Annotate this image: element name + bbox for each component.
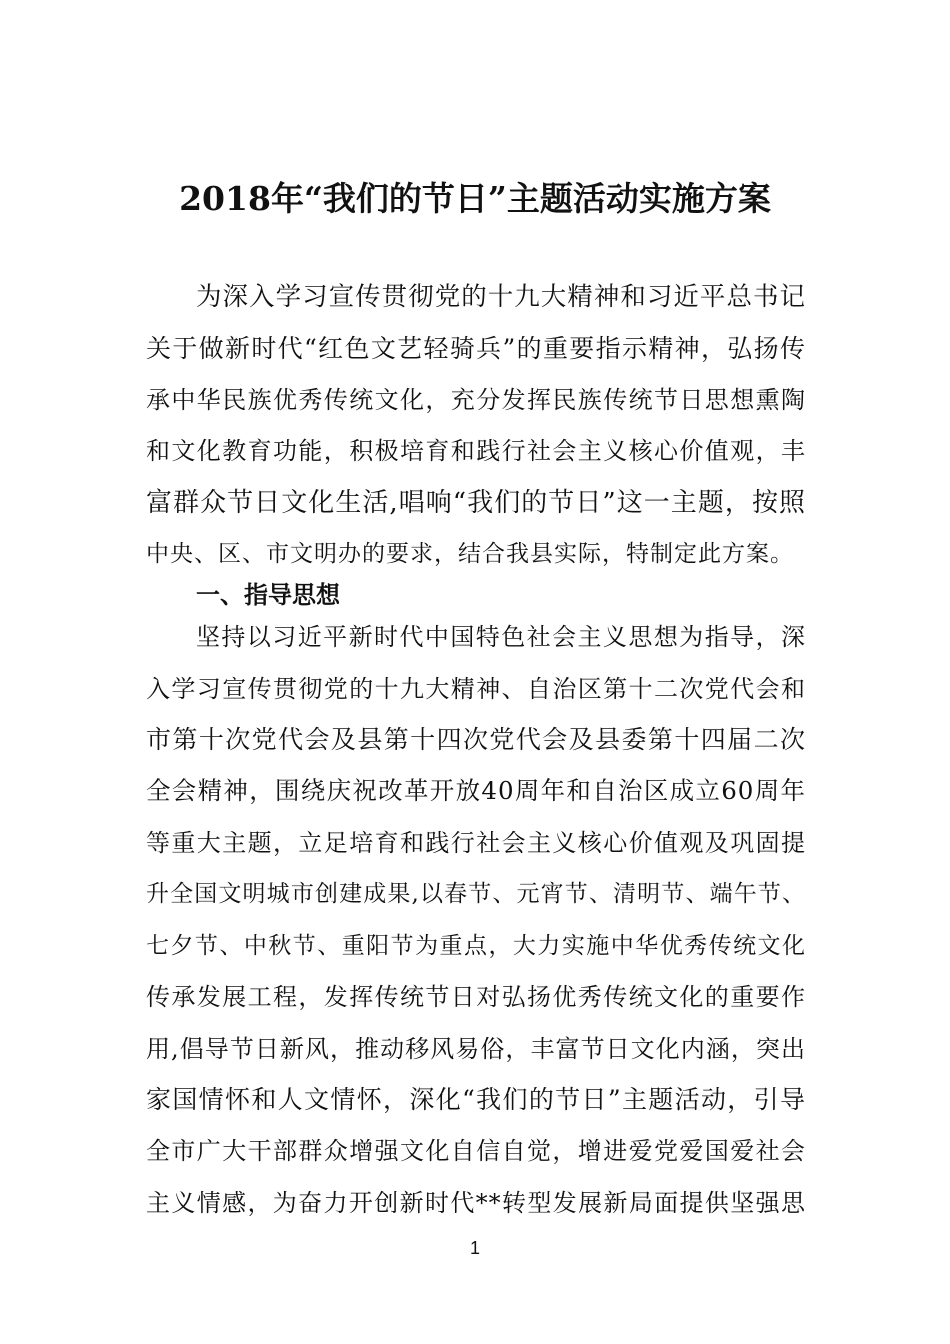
body-line: 坚持以习近平新时代中国特色社会主义思想为指导，深: [196, 623, 806, 651]
intro-line: 富群众节日文化生活,唱响“我们的节日”这一主题，按照: [146, 488, 806, 518]
body-line: 入学习宣传贯彻党的十九大精神、自治区第十二次党代会和: [146, 675, 806, 703]
intro-line: 关于做新时代“红色文艺轻骑兵”的重要指示精神，弘扬传: [146, 334, 806, 363]
section-heading: 一、指导思想: [196, 581, 340, 609]
intro-line: 承中华民族优秀传统文化，充分发挥民族传统节日思想熏陶: [146, 386, 806, 414]
body-line: 用,倡导节日新风，推动移风易俗，丰富节日文化内涵，突出: [146, 1035, 806, 1063]
body-line: 七夕节、中秋节、重阳节为重点，大力实施中华优秀传统文化: [146, 933, 806, 959]
body-line: 等重大主题，立足培育和践行社会主义核心价值观及巩固提: [146, 829, 806, 857]
page-number: 1: [469, 1238, 480, 1258]
body-line: 家国情怀和人文情怀，深化“我们的节日”主题活动，引导: [146, 1085, 806, 1114]
body-line: 主义情感，为奋力开创新时代**转型发展新局面提供坚强思: [146, 1189, 806, 1217]
body-line: 全市广大干部群众增强文化自信自觉，增进爱党爱国爱社会: [146, 1137, 806, 1165]
document-title: 2018年“我们的节日”主题活动实施方案: [179, 179, 771, 218]
body-line: 全会精神，围绕庆祝改革开放40周年和自治区成立60周年: [146, 776, 806, 805]
body-line: 升全国文明城市创建成果,以春节、元宵节、清明节、端午节、: [146, 881, 806, 907]
intro-line: 和文化教育功能，积极培育和践行社会主义核心价值观，丰: [146, 437, 806, 465]
body-line: 传承发展工程，发挥传统节日对弘扬优秀传统文化的重要作: [146, 983, 806, 1011]
intro-line: 中央、区、市文明办的要求，结合我县实际，特制定此方案。: [146, 541, 794, 567]
intro-line: 为深入学习宣传贯彻党的十九大精神和习近平总书记: [196, 282, 806, 312]
body-line: 市第十次党代会及县第十四次党代会及县委第十四届二次: [146, 725, 806, 754]
